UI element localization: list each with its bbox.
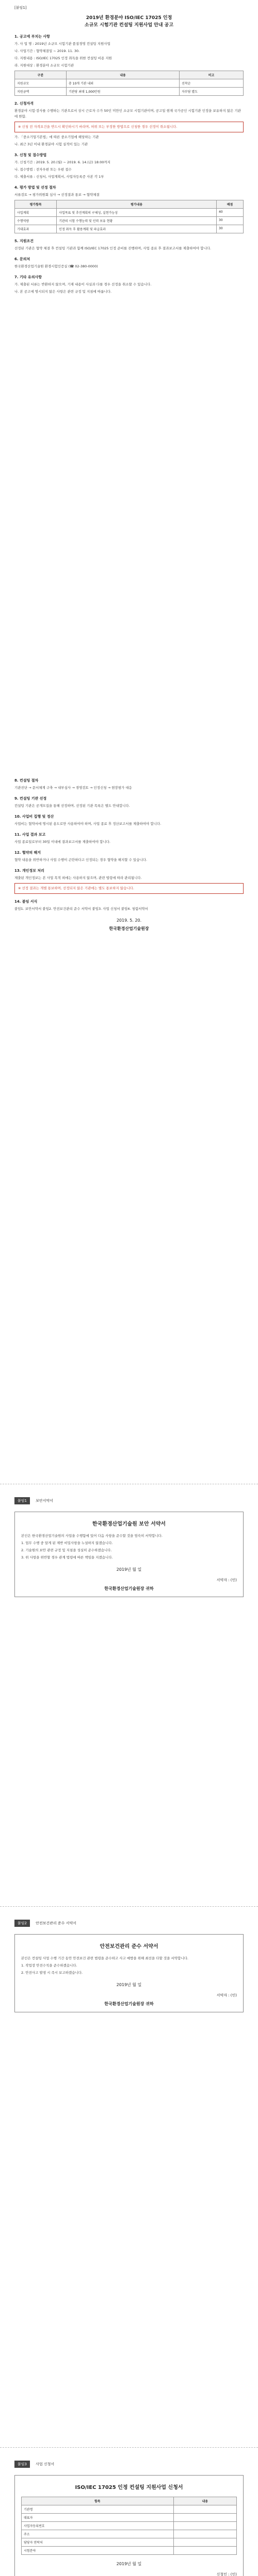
section-heading: 3. 신청 및 접수방법 [14, 153, 47, 157]
table-row [22, 2522, 237, 2530]
table-cell: 선착순 [180, 79, 244, 88]
notice-page-2 [0, 773, 258, 931]
paragraph: 기관진단 → 문서체계 구축 → 내부심사 → 경영검토 → 인정신청 → 현장평가 대응 [14, 786, 132, 790]
paragraph: 가. 신청기간 : 2019. 5. 20.(월) ~ 2019. 6. 14.(금) 18:00까지 [14, 160, 111, 164]
notice-date: 2019. 5. 20. [116, 918, 142, 923]
form-signature: 서약자 : (인) [216, 1993, 237, 1997]
form-tag: 붙임1 [14, 1497, 30, 1504]
table-cell: 사업계획 [15, 209, 57, 217]
table-header: 내용 [66, 71, 179, 79]
table-cell: 대표자 [22, 2514, 174, 2522]
section-heading: 7. 기타 유의사항 [14, 275, 42, 279]
paragraph: 가. 사 업 명 : 2019년 소규모 시험기관 품질경영 컨설팅 지원사업 [14, 42, 110, 46]
title-line-1: 2019년 환경분야 ISO/IEC 17025 인정 [86, 15, 172, 21]
form-card [14, 1512, 244, 1597]
table-row [22, 2505, 237, 2514]
table-cell: 30 [217, 217, 244, 225]
paragraph: 가. 제출된 서류는 반환하지 않으며, 기재 내용이 사실과 다를 경우 선정을 취소할 수 있습니다. [14, 282, 152, 286]
paragraph: 제출된 개인정보는 본 사업 목적 외에는 사용하지 않으며, 관련 법령에 따라 관리됩니다. [14, 876, 142, 880]
warning-box: ※ 신청 전 자격요건을 반드시 확인하시기 바라며, 허위 또는 부정한 방법으로 신청한 경우 선정이 취소됩니다. [14, 122, 244, 132]
paragraph: 나. 최근 3년 이내 환경분야 시험 실적이 있는 기관 [14, 142, 88, 146]
support-table [14, 71, 244, 96]
form-application [0, 2458, 258, 2576]
form-date: 2019년 월 일 [116, 1982, 142, 1987]
form-card [14, 1934, 244, 2012]
form-safety-pledge [0, 1917, 258, 2020]
table-cell-blank[interactable] [173, 2547, 236, 2555]
form-security-pledge [0, 1494, 258, 1604]
form-title: 안전보건관리 준수 서약서 [100, 1944, 158, 1950]
paragraph: 나. 접수방법 : 전자우편 또는 우편 접수 [14, 167, 72, 172]
table-cell: 40 [217, 209, 244, 217]
table-cell: 30 [217, 225, 244, 233]
section-heading: 12. 협약의 해지 [14, 851, 41, 855]
form-tag: 붙임2 [14, 1920, 30, 1927]
table-row [22, 2514, 237, 2522]
paragraph: 다. 지원내용 : ISO/IEC 17025 인정 취득을 위한 컨설팅 비용 지원 [14, 56, 112, 60]
table-row [22, 2547, 237, 2555]
form-caption: 사업 신청서 [36, 2462, 55, 2466]
table-row [15, 217, 244, 225]
paragraph: 다. 제출서류 : 신청서, 사업계획서, 사업자등록증 사본 각 1부 [14, 175, 104, 179]
form-date: 2019년 월 일 [116, 1567, 142, 1572]
table-header: 비고 [180, 71, 244, 79]
paragraph: 1. 작업장 안전수칙을 준수하겠습니다. [21, 1963, 77, 1968]
section-heading: 2. 신청자격 [14, 101, 34, 106]
paragraph: 가. 「중소기업기본법」에 따른 중소기업에 해당하는 기관 [14, 135, 99, 139]
table-cell: 기관당 최대 1,000만원 [66, 88, 179, 96]
notice-page-1 [0, 5, 258, 296]
table-cell-blank[interactable] [173, 2538, 236, 2547]
notice-title [14, 14, 244, 29]
form-caption: 안전보건관리 준수 서약서 [36, 1921, 76, 1925]
table-cell: 기대효과 [15, 225, 57, 233]
table-row [15, 79, 244, 88]
paragraph: 협약 내용을 위반하거나 사업 수행이 곤란하다고 인정되는 경우 협약을 해지할 수 있습니다. [14, 858, 148, 862]
table-header: 항목 [22, 2497, 174, 2505]
table-cell: 지원규모 [15, 79, 67, 88]
table-row [15, 209, 244, 217]
attachment-tag: [붙임1] [14, 6, 27, 10]
table-cell: 시험분야 [22, 2547, 174, 2555]
section-heading: 5. 지원조건 [14, 239, 34, 243]
table-cell: 기관의 시험 수행능력 및 인력 보유 현황 [57, 217, 217, 225]
table-row [15, 225, 244, 233]
section-heading: 10. 사업비 집행 및 정산 [14, 815, 54, 819]
table-cell: 기관명 [22, 2505, 174, 2514]
section-heading: 9. 컨설팅 기관 선정 [14, 796, 47, 801]
table-cell-blank[interactable] [173, 2522, 236, 2530]
page-divider [0, 1906, 258, 1907]
form-title: 한국환경산업기술원 보안 서약서 [92, 1521, 166, 1527]
table-header: 구분 [15, 71, 67, 79]
section-heading: 14. 붙임 서식 [14, 900, 38, 904]
application-table [21, 2497, 237, 2555]
paragraph: 선정된 기관은 협약 체결 후 컨설팅 기관과 함께 ISO/IEC 17025 인정 준비를 진행하며, 사업 종료 후 결과보고서를 제출하여야 합니다. [14, 246, 212, 250]
form-signature: 신청인 : (인) [216, 2572, 237, 2576]
table-header: 평가내용 [57, 200, 217, 209]
paragraph: 라. 지원대상 : 환경분야 소규모 시험기관 [14, 63, 74, 67]
section-heading: 1. 공고에 부치는 사항 [14, 35, 50, 39]
table-row [22, 2530, 237, 2538]
table-header: 배점 [217, 200, 244, 209]
paragraph: 3. 위 사항을 위반할 경우 관계 법령에 따른 책임을 지겠습니다. [21, 1555, 113, 1560]
paragraph: 한국환경산업기술원 환경시험인증실 (☎ 02-380-0000) [14, 264, 98, 268]
form-caption: 보안서약서 [36, 1499, 53, 1503]
evaluation-table [14, 200, 244, 233]
form-recipient: 한국환경산업기술원장 귀하 [104, 1586, 154, 1591]
form-recipient: 한국환경산업기술원장 귀하 [104, 2002, 154, 2006]
paragraph: 2. 기술원의 보안 관련 규정 및 지침을 성실히 준수하겠습니다. [21, 1548, 112, 1552]
section-heading: 11. 사업 결과 보고 [14, 833, 46, 837]
table-cell: 자부담 별도 [180, 88, 244, 96]
paragraph: 나. 사업기간 : 협약체결일 ~ 2019. 11. 30. [14, 49, 80, 53]
paragraph: 서류검토 → 평가위원회 심사 → 선정결과 통보 → 협약체결 [14, 193, 100, 197]
section-heading: 4. 평가 방법 및 선정 절차 [14, 185, 56, 190]
section-heading: 13. 개인정보 처리 [14, 869, 44, 873]
paragraph: 1. 업무 수행 중 알게 된 제반 비밀사항을 누설하지 않겠습니다. [21, 1541, 113, 1545]
paragraph: 사업비는 협약서에 명시된 용도로만 사용하여야 하며, 사업 종료 후 정산보고서를 제출하여야 합니다. [14, 822, 162, 826]
section-heading: 6. 문의처 [14, 257, 30, 261]
table-cell: 사업자등록번호 [22, 2522, 174, 2530]
form-title: ISO/IEC 17025 인정 컨설팅 지원사업 신청서 [75, 2485, 183, 2490]
form-date: 2019년 월 일 [116, 2562, 142, 2566]
notice-signer: 한국환경산업기술원장 [109, 926, 149, 931]
table-cell-blank[interactable] [173, 2530, 236, 2538]
table-cell: 주소 [22, 2530, 174, 2538]
form-card [14, 2475, 244, 2576]
paragraph: 사업 종료일로부터 30일 이내에 결과보고서를 제출하여야 합니다. [14, 840, 110, 844]
form-tag: 붙임3 [14, 2461, 30, 2468]
table-cell: 총 10개 기관 내외 [66, 79, 179, 88]
table-cell: 사업목표 및 추진계획의 구체성, 실현가능성 [57, 209, 217, 217]
paragraph: 붙임1. 보안서약서 붙임2. 안전보건관리 준수 서약서 붙임3. 사업 신청서 붙임4. 청렴서약서 [14, 907, 148, 911]
page-divider [0, 2447, 258, 2448]
table-row [22, 2538, 237, 2547]
table-header: 내용 [173, 2497, 236, 2505]
paragraph: 본인은 컨설팅 사업 수행 기간 동안 안전보건 관련 법령을 준수하고 사고 예방을 위해 최선을 다할 것을 서약합니다. [21, 1956, 188, 1960]
form-signature: 서약자 : (인) [216, 1578, 237, 1582]
table-header: 평가항목 [15, 200, 57, 209]
paragraph: 컨설팅 기관은 공개모집을 통해 선정하며, 선정된 기관 목록은 별도 안내합니다. [14, 804, 130, 808]
paragraph: 본인은 한국환경산업기술원의 사업을 수행함에 있어 다음 사항을 준수할 것을 엄숙히 서약합니다. [21, 1534, 163, 1538]
table-row [15, 88, 244, 96]
table-cell: 담당자 연락처 [22, 2538, 174, 2547]
section-heading: 8. 컨설팅 절차 [14, 778, 39, 783]
table-cell: 인정 취득 후 활용계획 및 파급효과 [57, 225, 217, 233]
paragraph: 나. 본 공고에 명시되지 않은 사항은 관련 규정 및 지침에 따릅니다. [14, 290, 112, 294]
paragraph: 2. 안전사고 발생 시 즉시 보고하겠습니다. [21, 1971, 83, 1975]
table-cell: 수행역량 [15, 217, 57, 225]
table-cell-blank[interactable] [173, 2505, 236, 2514]
paragraph: 환경분야 시험·검사를 수행하는 기관으로서 상시 근로자 수가 50인 미만인 소규모 시험기관이며, 공고일 현재 국가공인 시험기관 인정을 보유하지 않은 기관에 한함. [14, 109, 241, 118]
table-cell-blank[interactable] [173, 2514, 236, 2522]
title-line-2: 소규모 시험기관 컨설팅 지원사업 안내 공고 [84, 23, 174, 28]
table-cell: 지원금액 [15, 88, 67, 96]
warning-box: ※ 선정 결과는 개별 통보하며, 선정되지 않은 기관에는 별도 통보하지 않습니다. [14, 883, 244, 894]
